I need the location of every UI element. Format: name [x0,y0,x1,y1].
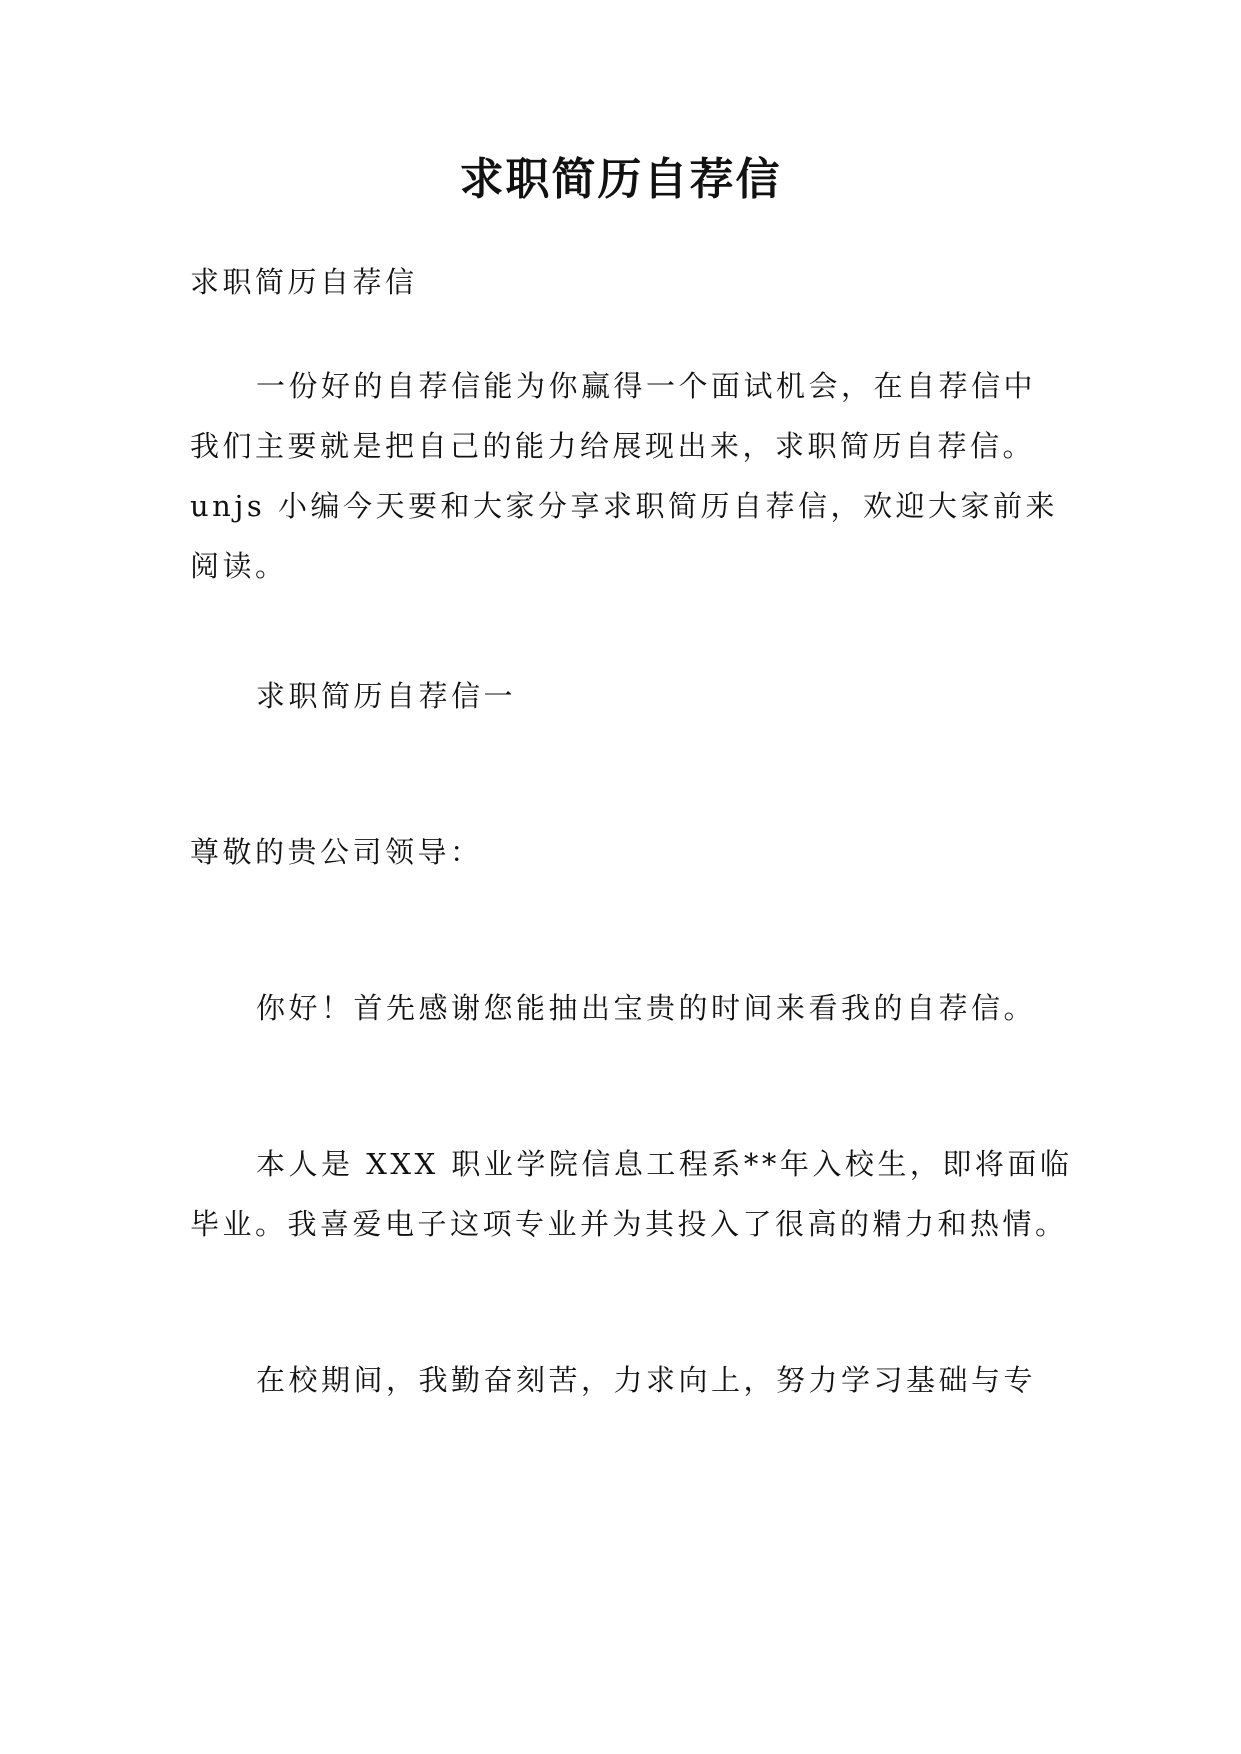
paragraph-letter-one-heading [190,666,1070,726]
text-line: 我们主要就是把自己的能力给展现出来，求职简历自荐信。 [190,429,1036,463]
text-line: 在校期间，我勤奋刻苦，力求向上，努力学习基础与专 [256,1363,1037,1397]
text-line: 阅读。 [190,549,288,583]
paragraph-heading [190,252,1070,312]
text-line: 本人是 XXX 职业学院信息工程系**年入校生，即将面临 [256,1147,1073,1181]
paragraph-self-intro [190,1134,1073,1254]
text-line: unjs 小编今天要和大家分享求职简历自荐信，欢迎大家前来 [190,489,1058,523]
text-line: 你好！首先感谢您能抽出宝贵的时间来看我的自荐信。 [256,991,1037,1025]
text-line: 一份好的自荐信能为你赢得一个面试机会，在自荐信中 [256,369,1037,403]
text-line: 毕业。我喜爱电子这项专业并为其投入了很高的精力和热情。 [190,1207,1068,1241]
paragraph-study [190,1350,1070,1410]
text-line: 求职简历自荐信一 [256,679,517,713]
text-line: 尊敬的贵公司领导： [190,835,483,869]
document-title: 求职简历自荐信 [459,154,782,205]
paragraph-salutation [190,822,1070,882]
paragraph-intro [190,356,1070,596]
text-line: 求职简历自荐信 [190,265,418,299]
paragraph-greeting [190,978,1070,1038]
